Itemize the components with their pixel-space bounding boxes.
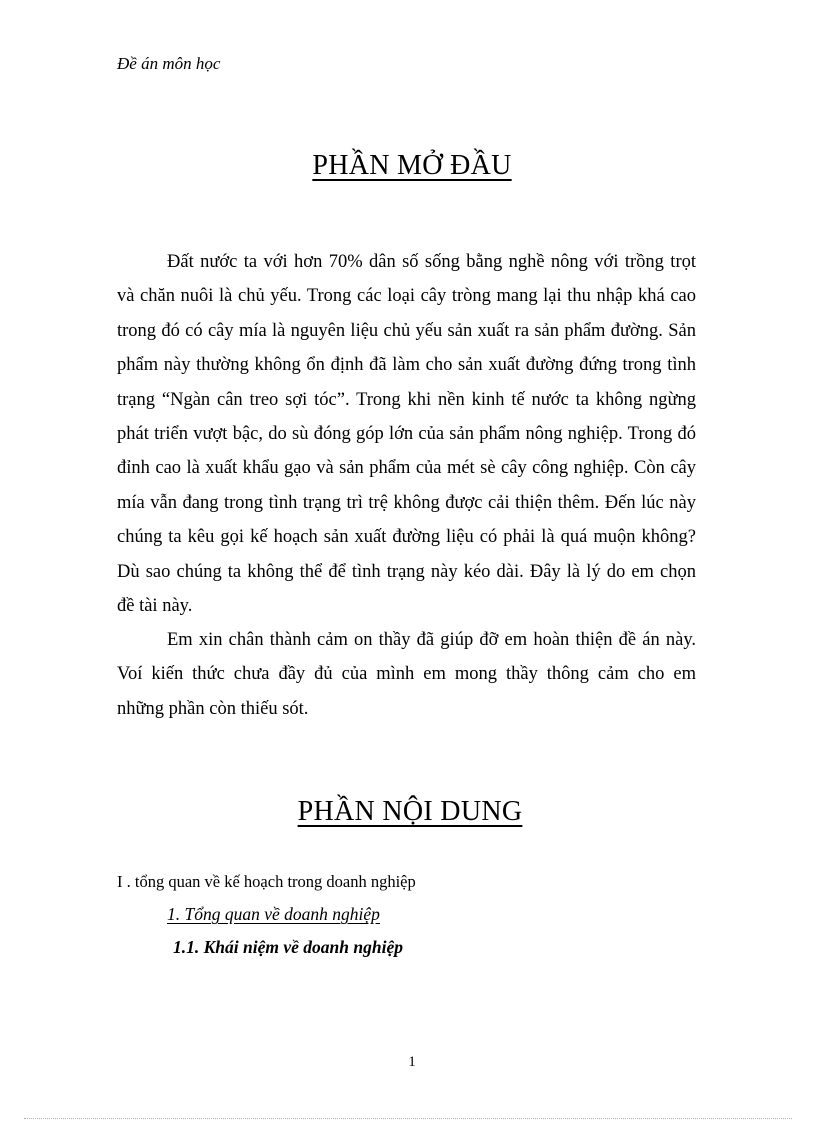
paragraph-line: Dù sao chúng ta không thể để tình trạng này kéo dài. Đây là lý do em chọn: [117, 561, 696, 582]
paragraph-line: phẩm này thường không ổn định đã làm cho sản xuất đường đứng trong tình: [117, 355, 696, 376]
paragraph-line: Đất nước ta với hơn 70% dân số sống bằng nghề nông với trồng trọt: [167, 252, 696, 272]
heading-level-1: I . tổng quan về kế hoạch trong doanh nghiệp: [117, 872, 416, 891]
page-bottom-divider: [24, 1118, 792, 1119]
paragraph-line: trong đó có cây mía là nguyên liệu chủ yếu sản xuất ra sản phẩm đường. Sản: [117, 320, 696, 341]
running-header: Đề án môn học: [117, 54, 221, 73]
paragraph-line: Voí kiến thức chưa đầy đủ của mình em mong thầy thông cảm cho em: [117, 664, 696, 685]
intro-paragraph-1: [117, 245, 696, 623]
paragraph-line: Em xin chân thành cảm on thầy đã giúp đỡ em hoàn thiện đề án này.: [167, 630, 696, 650]
paragraph-line: phát triển vượt bậc, do sù đóng góp lớn của sản phẩm nông nghiệp. Trong đó: [117, 424, 696, 445]
content-title: PHẦN NỘI DUNG: [297, 796, 523, 827]
paragraph-line: chúng ta kêu gọi kế hoạch sản xuất đường liệu có phải là quá muộn không?: [117, 527, 696, 548]
paragraph-line: mía vẫn đang trong tình trạng trì trệ không được cải thiện thêm. Đến lúc này: [117, 492, 696, 513]
page-number: 1: [408, 1054, 416, 1070]
heading-level-2: 1. Tổng quan về doanh nghiệp: [167, 904, 380, 924]
paragraph-line: và chăn nuôi là chủ yếu. Trong các loại cây tròng mang lại thu nhập khá cao: [117, 286, 696, 307]
paragraph-line: trạng “Ngàn cân treo sợi tóc”. Trong khi nền kinh tế nước ta không ngừng: [117, 389, 696, 410]
intro-title: PHẦN MỞ ĐẦU: [312, 150, 512, 181]
paragraph-line: những phần còn thiếu sót.: [117, 698, 309, 719]
heading-level-3: 1.1. Khái niệm về doanh nghiệp: [173, 937, 403, 957]
paragraph-line: đỉnh cao là xuất khẩu gạo và sản phẩm của mét sè cây công nghiệp. Còn cây: [117, 458, 696, 479]
paragraph-line: đề tài này.: [117, 596, 193, 617]
intro-paragraph-2: [117, 623, 696, 726]
